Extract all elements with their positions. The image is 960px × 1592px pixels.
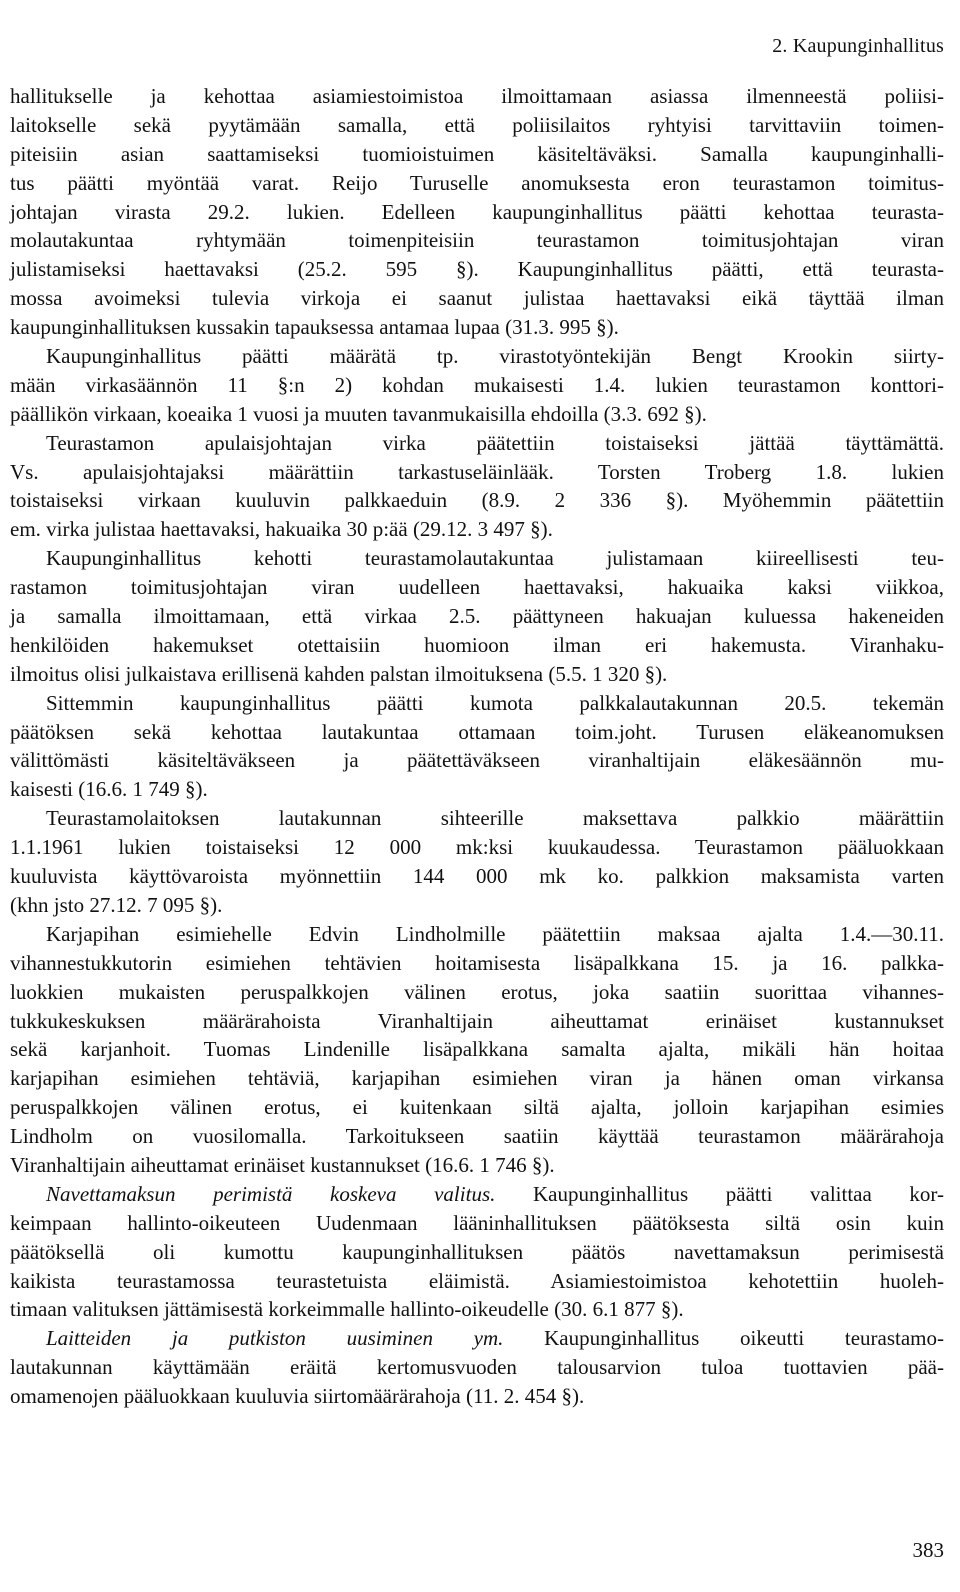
line-text: timaan valituksen jättämisestä korkeimmalle hallinto-oikeudelle (30. 6.1 877 §). [10, 1297, 684, 1322]
running-header: 2. Kaupunginhallitus [772, 35, 944, 57]
line-text: ja samalla ilmoittamaan, että virkaa 2.5. päättyneen hakuajan kuluessa hakeneiden [10, 604, 944, 629]
line-text: Teurastamon apulaisjohtajan virka päätettiin toistaiseksi jättää täyttämättä. [46, 430, 944, 455]
line-text: omamenojen pääluokkaan kuuluvia siirtomäärärahoja (11. 2. 454 §). [10, 1384, 585, 1409]
line-text: sekä karjanhoit. Tuomas Lindenille lisäpalkkana samalta ajalta, mikäli hän hoitaa [10, 1037, 944, 1062]
text-line [10, 429, 944, 458]
text-line [10, 198, 944, 227]
line-text: välittömästi käsiteltäväkseen ja päätettäväkseen viranhaltijain eläkesäännön mu- [10, 748, 944, 773]
text-line [10, 660, 944, 689]
line-text: kaikista teurastamossa teurastetuista eläimistä. Asiamiestoimistoa kehotettiin huoleh- [10, 1268, 944, 1293]
page-number: 383 [912, 1538, 944, 1562]
line-text: johtajan virasta 29.2. lukien. Edelleen kaupunginhallitus päätti kehottaa teurasta- [10, 199, 944, 224]
text-line [10, 255, 944, 284]
text-line [10, 1267, 944, 1296]
text-line [10, 602, 944, 631]
line-text: 1.1.1961 lukien toistaiseksi 12 000 mk:ksi kuukaudessa. Teurastamon pääluokkaan [10, 835, 944, 860]
line-text: laitokselle sekä pyytämään samalla, että poliisilaitos ryhtyisi tarvittaviin toimen- [10, 112, 944, 137]
line-text: luokkien mukaisten peruspalkkojen välinen erotus, joka saatiin suorittaa vihannes- [10, 979, 944, 1004]
line-text: Teurastamolaitoksen lautakunnan sihteerille maksettava palkkio määrättiin [46, 806, 944, 831]
line-text: Lindholm on vuosilomalla. Tarkoitukseen saatiin käyttää teurastamon määrärahoja [10, 1124, 944, 1149]
text-line [10, 1151, 944, 1180]
text-line [10, 920, 944, 949]
line-text: tukkukeskuksen määrärahoista Viranhaltijain aiheuttamat erinäiset kustannukset [10, 1008, 944, 1033]
text-line [10, 1064, 944, 1093]
line-text: kaisesti (16.6. 1 749 §). [10, 777, 208, 802]
italic-heading: Laitteiden ja putkiston uusiminen ym. [46, 1326, 504, 1351]
line-text: Kaupunginhallitus päätti määrätä tp. virastotyöntekijän Bengt Krookin siirty- [46, 344, 944, 369]
line-text: Sittemmin kaupunginhallitus päätti kumota palkkalautakunnan 20.5. tekemän [46, 690, 944, 715]
page-body [10, 82, 944, 1411]
line-text: vihannestukkutorin esimiehen tehtävien hoitamisesta lisäpalkkana 15. ja 16. palkka- [10, 950, 944, 975]
line-text: kaupunginhallituksen kussakin tapauksessa antamaa lupaa (31.3. 995 §). [10, 315, 619, 340]
text-line [10, 833, 944, 862]
line-text: rastamon toimitusjohtajan viran uudelleen haettavaksi, hakuaika kaksi viikkoa, [10, 575, 944, 600]
line-text: em. virka julistaa haettavaksi, hakuaika 30 p:ää (29.12. 3 497 §). [10, 517, 553, 542]
text-line [10, 1007, 944, 1036]
line-text: Vs. apulaisjohtajaksi määrättiin tarkastuseläinlääk. Torsten Troberg 1.8. lukien [10, 459, 944, 484]
text-line [10, 862, 944, 891]
text-line [10, 140, 944, 169]
line-text: mossa avoimeksi tulevia virkoja ei saanut julistaa haettavaksi eikä täyttää ilman [10, 286, 944, 311]
text-line [10, 82, 944, 111]
text-line [10, 371, 944, 400]
line-text: Kaupunginhallitus päätti valittaa kor- [495, 1181, 945, 1206]
line-text: päällikön virkaan, koeaika 1 vuosi ja muuten tavanmukaisilla ehdoilla (3.3. 692 §). [10, 401, 707, 426]
text-line [10, 458, 944, 487]
line-text: ilmoitus olisi julkaistava erillisenä kahden palstan ilmoituksena (5.5. 1 320 §). [10, 661, 668, 686]
text-line [10, 689, 944, 718]
text-line [10, 544, 944, 573]
text-line [10, 891, 944, 920]
line-text: Viranhaltijain aiheuttamat erinäiset kustannukset (16.6. 1 746 §). [10, 1152, 555, 1177]
line-text: toistaiseksi virkaan kuuluvin palkkaeduin (8.9. 2 336 §). Myöhemmin päätettiin [10, 488, 944, 513]
text-line [10, 313, 944, 342]
text-line [10, 949, 944, 978]
line-text: Karjapihan esimiehelle Edvin Lindholmille päätettiin maksaa ajalta 1.4.—30.11. [46, 921, 944, 946]
text-line [10, 746, 944, 775]
text-line [10, 1122, 944, 1151]
text-line [10, 573, 944, 602]
line-text: päätöksen sekä kehottaa lautakuntaa ottamaan toim.joht. Turusen eläkeanomuksen [10, 719, 944, 744]
text-line [10, 718, 944, 747]
line-text: keimpaan hallinto-oikeuteen Uudenmaan lääninhallituksen päätöksesta siltä osin kuin [10, 1210, 944, 1235]
text-line [10, 1324, 944, 1353]
text-line [10, 804, 944, 833]
text-line [10, 400, 944, 429]
text-line [10, 775, 944, 804]
line-text: piteisiin asian saattamiseksi tuomioistuimen käsiteltäväksi. Samalla kaupunginhalli- [10, 141, 944, 166]
text-line [10, 978, 944, 1007]
line-text: karjapihan esimiehen tehtäviä, karjapihan esimiehen viran ja hänen oman virkansa [10, 1066, 944, 1091]
text-line [10, 1093, 944, 1122]
text-line [10, 342, 944, 371]
line-text: peruspalkkojen välinen erotus, ei kuitenkaan siltä ajalta, jolloin karjapihan esimies [10, 1095, 944, 1120]
text-line [10, 515, 944, 544]
line-text: tus päätti myöntää varat. Reijo Turuselle anomuksesta eron teurastamon toimitus- [10, 170, 944, 195]
text-line [10, 169, 944, 198]
line-text: päätöksellä oli kumottu kaupunginhallituksen päätös navettamaksun perimisestä [10, 1239, 944, 1264]
text-line [10, 1035, 944, 1064]
line-text: hallitukselle ja kehottaa asiamiestoimistoa ilmoittamaan asiassa ilmenneestä poliisi- [10, 84, 944, 108]
text-line [10, 1209, 944, 1238]
text-line [10, 1382, 944, 1411]
text-line [10, 111, 944, 140]
line-text: Kaupunginhallitus kehotti teurastamolautakuntaa julistamaan kiireellisesti teu- [46, 546, 944, 571]
line-text: henkilöiden hakemukset otettaisiin huomioon ilman eri hakemusta. Viranhaku- [10, 632, 944, 657]
line-text: (khn jsto 27.12. 7 095 §). [10, 892, 223, 917]
line-text: julistamiseksi haettavaksi (25.2. 595 §). Kaupunginhallitus päätti, että teurasta- [10, 257, 944, 282]
text-line [10, 1353, 944, 1382]
text-line [10, 1180, 944, 1209]
line-text: Kaupunginhallitus oikeutti teurastamo- [503, 1326, 944, 1351]
text-line [10, 226, 944, 255]
line-text: lautakunnan käyttämään eräitä kertomusvuoden talousarvion tuloa tuottavien pää- [10, 1355, 944, 1380]
text-line [10, 1238, 944, 1267]
text-line [10, 486, 944, 515]
text-line [10, 631, 944, 660]
line-text: kuuluvista käyttövaroista myönnettiin 144 000 mk ko. palkkion maksamista varten [10, 864, 944, 889]
line-text: mään virkasäännön 11 §:n 2) kohdan mukaisesti 1.4. lukien teurastamon konttori- [10, 372, 944, 397]
text-line [10, 284, 944, 313]
text-line [10, 1295, 944, 1324]
line-text: molautakuntaa ryhtymään toimenpiteisiin teurastamon toimitusjohtajan viran [10, 228, 944, 253]
italic-heading: Navettamaksun perimistä koskeva valitus. [46, 1181, 496, 1206]
